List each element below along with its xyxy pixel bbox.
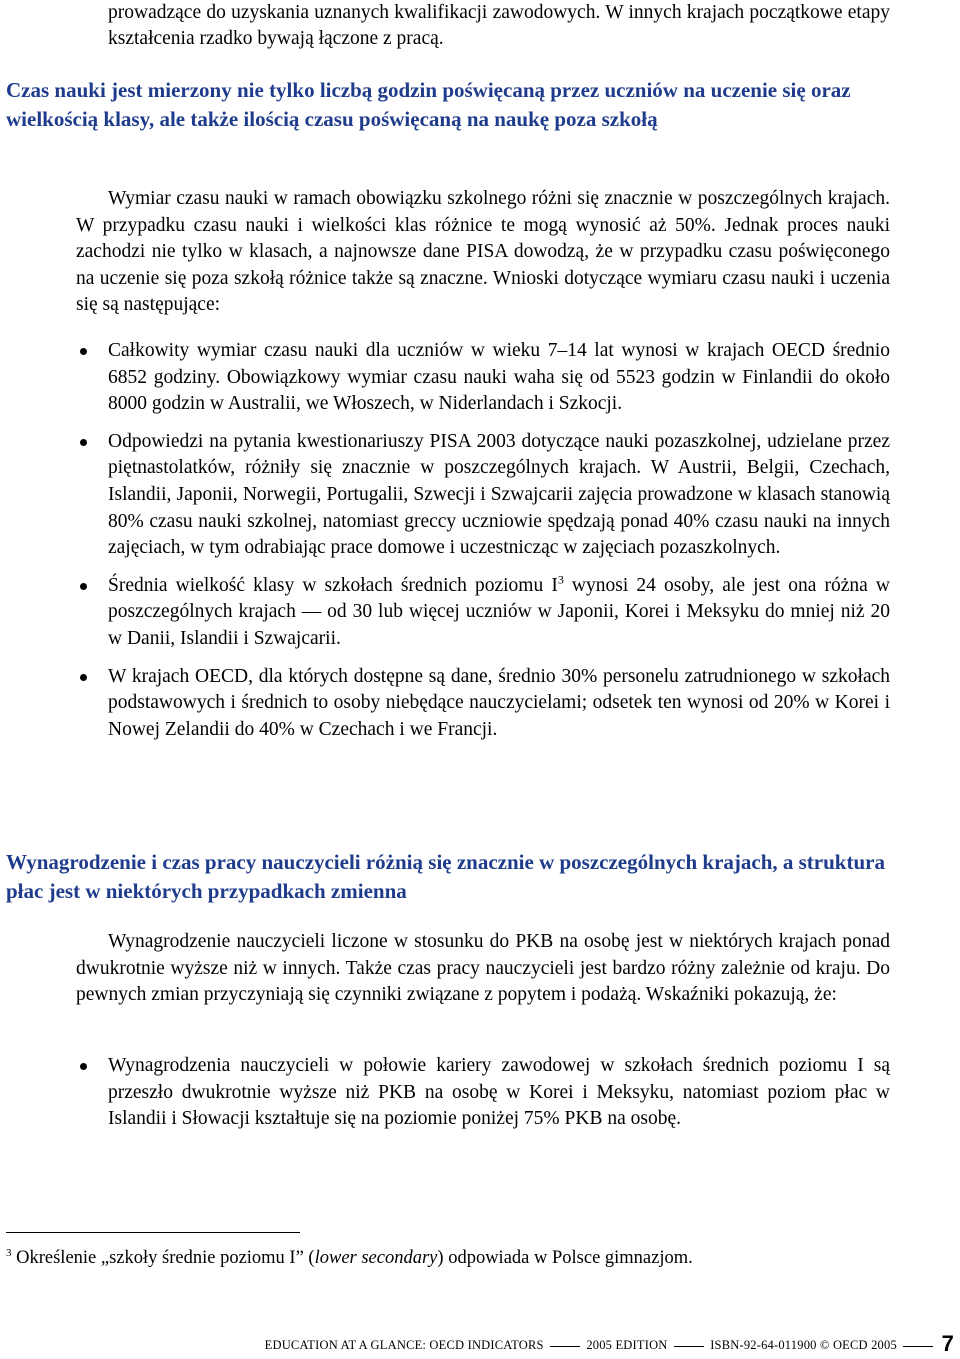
footnote (6, 1245, 906, 1271)
page-footer (265, 1333, 954, 1356)
footnote-text-end: ) odpowiada w Polsce gimnazjom. (437, 1248, 693, 1268)
footer-publication: EDUCATION AT A GLANCE: OECD INDICATORS (264, 1338, 544, 1352)
page-number: 7 (941, 1331, 954, 1356)
list-item-text-start: Średnia wielkość klasy w szkołach średnich poziomu I (108, 574, 558, 596)
list-item (76, 1053, 890, 1133)
footer-separator (674, 1346, 704, 1347)
list-item (76, 573, 890, 653)
bullet-list-teacher-pay (76, 1053, 890, 1144)
footer-separator (550, 1346, 580, 1347)
footer-edition: 2005 EDITION (586, 1338, 668, 1352)
bullet-icon (80, 674, 87, 681)
section-paragraph-study-time: Wymiar czasu nauki w ramach obowiązku szkolnego różni się znacznie w poszczególnych krajach. W przypadku czasu nauki i wielkości klas różnice te mogą wynosić aż 50%. Jednak proces nauki zachodzi nie tylko w klasach, a najnowsze dane PISA dowodzą, że w przypadku czasu poświęconego na uczenie się poza szkołą różnice także są znaczne. Wnioski dotyczące wymiaru czasu nauki i uczenia się są następujące: (76, 188, 890, 316)
footnote-italic-term: lower secondary (314, 1248, 438, 1268)
continued-paragraph: prowadzące do uzyskania uznanych kwalifikacji zawodowych. W innych krajach początkowe etapy kształcenia rzadko bywają łączone z pracą. (108, 2, 890, 49)
bullet-icon (80, 583, 87, 590)
list-item-text: Całkowity wymiar czasu nauki dla uczniów w wieku 7–14 lat wynosi w krajach OECD średnio 6852 godziny. Obowiązkowy wymiar czasu nauki waha się od 5523 godzin w Finlandii do około 8000 godzin w Australii, we Włoszech, w Niderlandach i Szkocji. (108, 340, 890, 415)
list-item-text-end: wynosi 24 osoby, ale jest ona różna w poszczególnych krajach — od 30 lub więcej uczniów w Japonii, Korei i Meksyku do mniej niż 20 w Danii, Islandii i Szwajcarii. (108, 574, 890, 649)
list-item-text: W krajach OECD, dla których dostępne są dane, średnio 30% personelu zatrudnionego w szkołach podstawowych i średnich to osoby niebędące nauczycielami; odsetek ten wynosi od 20% w Korei i Nowej Zelandii do 40% w Czechach i we Francji. (108, 665, 890, 740)
list-item (76, 664, 890, 744)
section-heading-study-time: Czas nauki jest mierzony nie tylko liczbą godzin poświęcaną przez uczniów na uczenie się oraz wielkością klasy, ale także ilością czasu poświęcaną na naukę poza szkołą (6, 78, 851, 131)
bullet-icon (80, 439, 87, 446)
footnote-reference[interactable]: 3 (557, 572, 564, 587)
list-item (76, 429, 890, 562)
footnote-number: 3 (6, 1246, 12, 1259)
footer-copyright: © OECD 2005 (819, 1338, 897, 1352)
list-item-text: Wynagrodzenia nauczycieli w połowie kariery zawodowej w szkołach średnich poziomu I są przeszło dwukrotnie wyższe niż PKB na osobę w Korei i Meksyku, natomiast poziom płac w Islandii i Słowacji kształtuje się na poziomie poniżej 75% PKB na osobę. (108, 1055, 890, 1130)
section-heading-teacher-pay: Wynagrodzenie i czas pracy nauczycieli różnią się znacznie w poszczególnych krajach, a struktura płac jest w niektórych przypadkach zmienna (6, 850, 885, 903)
footnote-divider (6, 1232, 300, 1233)
footnote-text-start: Określenie „szkoły średnie poziomu I” ( (11, 1248, 315, 1268)
bullet-icon (80, 348, 87, 355)
bullet-icon (80, 1063, 87, 1070)
list-item-text: Odpowiedzi na pytania kwestionariuszy PISA 2003 dotyczące nauki pozaszkolnej, udzielane przez piętnastolatków, różniły się znacznie w poszczególnych krajach. W Austrii, Belgii, Czechach, Islandii, Japonii, Norwegii, Portugalii, Szwecji i Szwajcarii zajęcia prowadzone w klasach stanowią 80% czasu nauki szkolnej, natomiast greccy uczniowie spędzają ponad 40% czasu nauki na innych zajęciach, w tym odrabiając prace domowe i uczestnicząc w zajęciach pozaszkolnych. (108, 430, 890, 559)
footer-isbn: ISBN-92-64-011900 (710, 1338, 817, 1352)
footer-separator (903, 1346, 933, 1347)
bullet-list-study-time (76, 338, 890, 754)
section-paragraph-teacher-pay: Wynagrodzenie nauczycieli liczone w stosunku do PKB na osobę jest w niektórych krajach ponad dwukrotnie wyższe niż w innych. Także czas pracy nauczycieli jest bardzo różny zależnie od kraju. Do pewnych zmian przyczyniają się czynniki związane z popytem i podażą. Wskaźniki pokazują, że: (76, 931, 890, 1006)
list-item (76, 338, 890, 418)
